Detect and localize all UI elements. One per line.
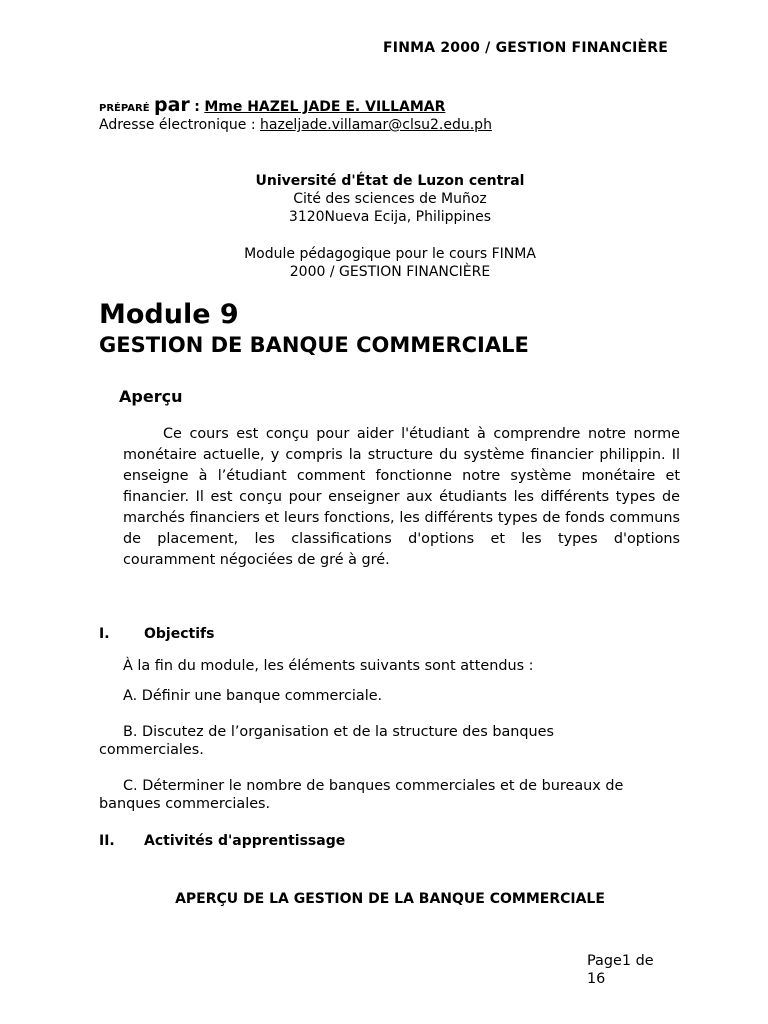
objectives-intro: À la fin du module, les éléments suivants sont attendus : [123,658,534,674]
prepared-colon: : [194,99,200,115]
overview-paragraph: Ce cours est conçu pour aider l'étudiant à comprendre notre norme monétaire actuelle, y compris la structure du système financier philippin. Il enseigne à l’étudiant comment fonctionne notre système monétaire et financier. Il est conçu pour enseigner aux étudiants les différents types de marchés financiers et leurs fonctions, les différents types de fonds communs de placement, les classifications d'options et les types d'options couramment négociées de gré à gré. [123,426,680,568]
email-line [99,117,492,133]
module-subtitle: GESTION DE BANQUE COMMERCIALE [99,333,529,357]
email-label: Adresse électronique : [99,117,256,133]
overview-heading: Aperçu [119,387,183,406]
prepared-label: PRÉPARÉ [99,103,150,114]
university-name: Université d'État de Luzon central [255,173,525,189]
section-1-title: Objectifs [144,626,215,642]
page-number-line1: Page1 de [587,953,654,969]
university-city: Cité des sciences de Muñoz [293,191,487,207]
section-2-title: Activités d'apprentissage [144,833,346,849]
module-description-line1: Module pédagogique pour le cours FINMA [244,246,536,262]
document-header: FINMA 2000 / GESTION FINANCIÈRE [383,40,668,56]
university-address: 3120Nueva Ecija, Philippines [288,209,492,225]
section-2-number: II. [99,833,115,849]
module-title: Module 9 [99,299,239,330]
prepared-par: par [154,94,190,116]
module-description-line2: 2000 / GESTION FINANCIÈRE [289,264,491,280]
page-number-line2: 16 [587,971,606,987]
subsection-heading: APERÇU DE LA GESTION DE LA BANQUE COMMERCIALE [175,891,605,907]
prepared-by-line [99,94,445,116]
section-1-number: I. [99,626,110,642]
email-link[interactable]: hazeljade.villamar@clsu2.edu.ph [260,117,492,133]
objective-c-line1: C. Déterminer le nombre de banques commerciales et de bureaux de [123,778,624,794]
author-name: Mme HAZEL JADE E. VILLAMAR [204,99,446,115]
objective-b-line1: B. Discutez de l’organisation et de la structure des banques [123,724,555,740]
objective-c-line2: banques commerciales. [99,796,271,812]
objective-b-line2: commerciales. [99,742,204,758]
objective-a: A. Définir une banque commerciale. [123,688,383,704]
